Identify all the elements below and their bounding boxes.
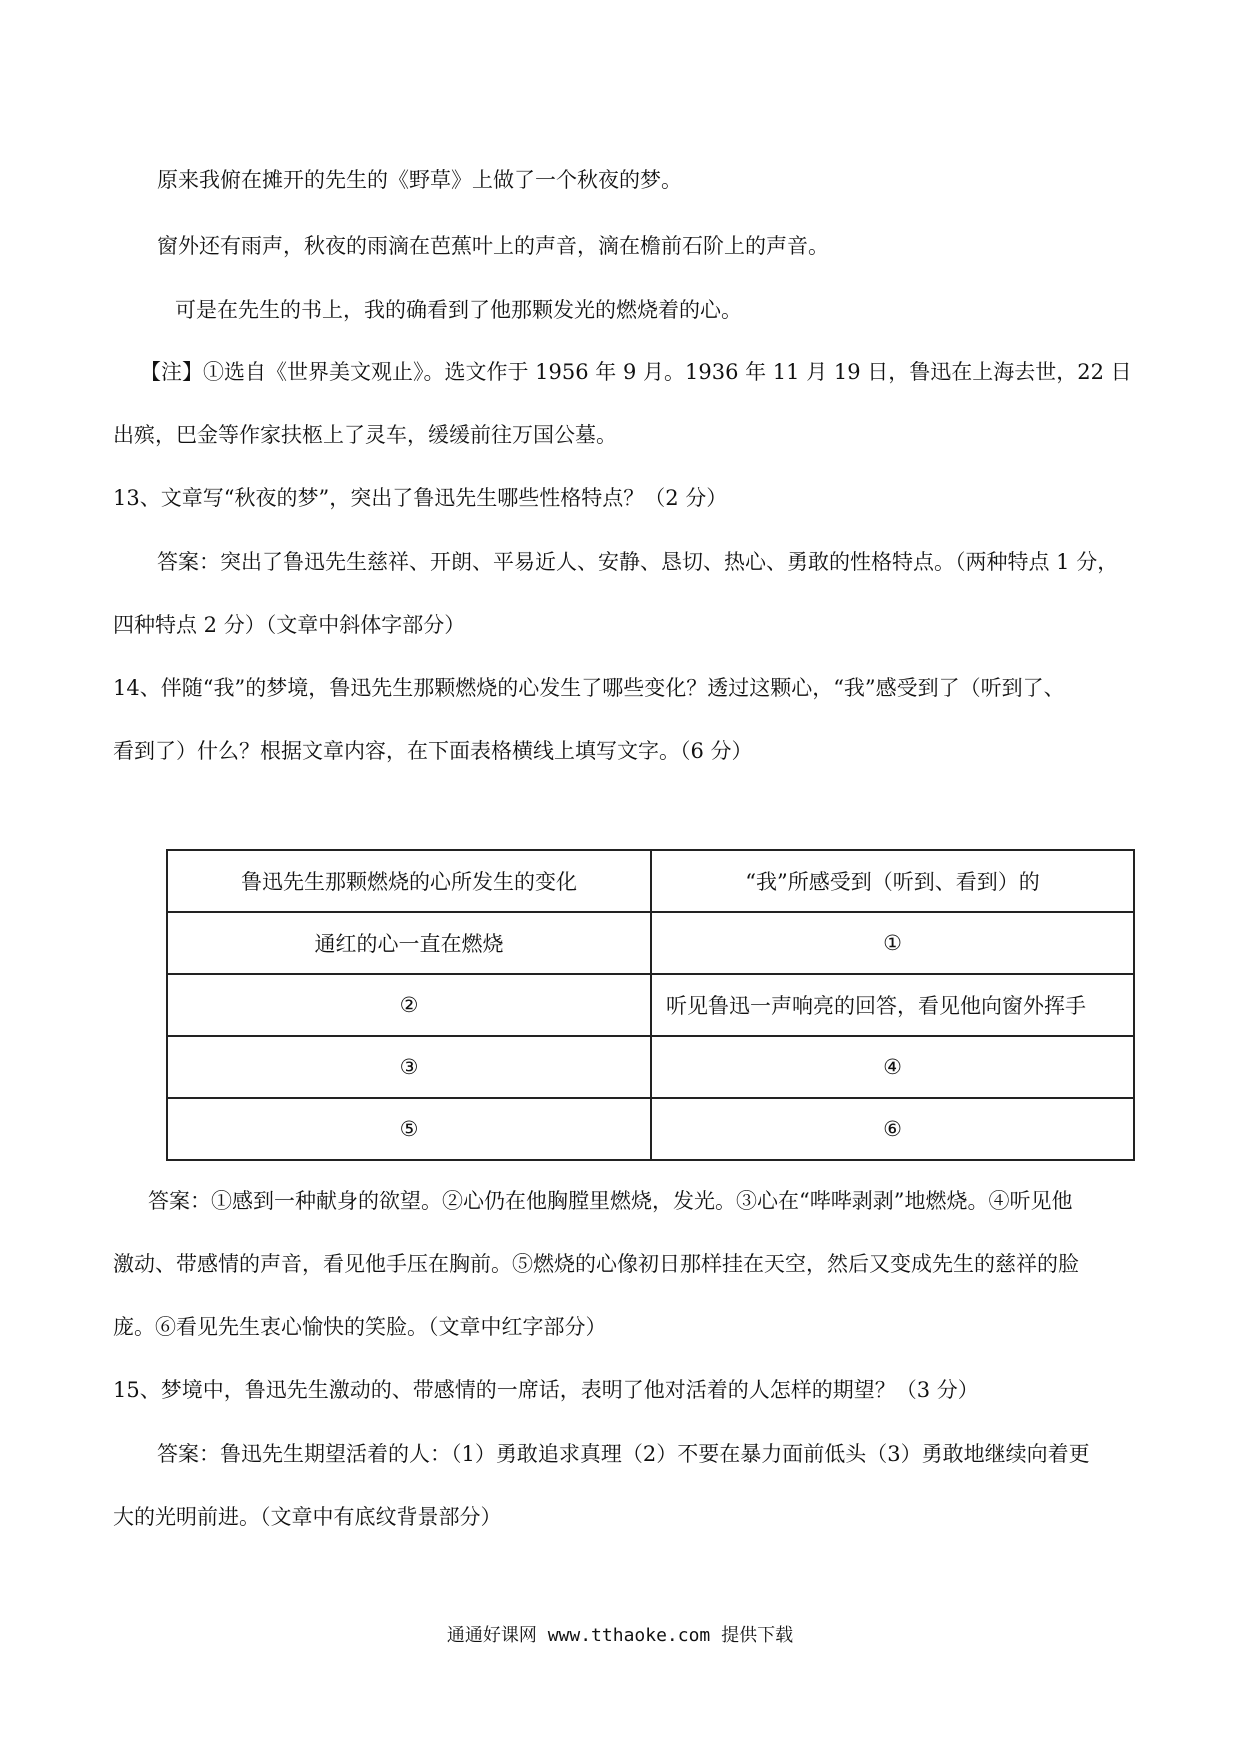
table-cell: ③ xyxy=(167,1036,651,1098)
question-14-line-2: 看到了）什么？根据文章内容，在下面表格横线上填写文字。（6 分） xyxy=(113,739,753,763)
answer-14-line-1: 答案：①感到一种献身的欲望。②心仍在他胸膛里燃烧，发光。③心在“哔哔剥剥”地燃烧。④听见他 xyxy=(148,1189,1073,1213)
table-row xyxy=(167,974,1134,1036)
answer-13-line-2: 四种特点 2 分）（文章中斜体字部分） xyxy=(113,613,466,637)
answer-15-line-1: 答案：鲁迅先生期望活着的人：（1）勇敢追求真理（2）不要在暴力面前低头（3）勇敢地继续向着更 xyxy=(157,1442,1090,1466)
table-cell: ④ xyxy=(651,1036,1134,1098)
table-cell: ② xyxy=(167,974,651,1036)
question-13: 13、文章写“秋夜的梦”，突出了鲁迅先生哪些性格特点？（2 分） xyxy=(113,486,728,510)
table-row xyxy=(167,912,1134,974)
answer-13-line-1: 答案：突出了鲁迅先生慈祥、开朗、平易近人、安静、恳切、热心、勇敢的性格特点。（两种特点 1 分， xyxy=(157,550,1119,574)
table-row xyxy=(167,1036,1134,1098)
question-14-line-1: 14、伴随“我”的梦境，鲁迅先生那颗燃烧的心发生了哪些变化？透过这颗心，“我”感受到了（听到了、 xyxy=(113,676,1065,700)
answer-table xyxy=(166,849,1135,1161)
note-line-1: 【注】①选自《世界美文观止》。选文作于 1956 年 9 月。1936 年 11 月 19 日，鲁迅在上海去世，22 日 xyxy=(140,360,1132,384)
table-header-cell: 鲁迅先生那颗燃烧的心所发生的变化 xyxy=(167,850,651,912)
table-header-row xyxy=(167,850,1134,912)
answer-14-line-3: 庞。⑥看见先生衷心愉快的笑脸。（文章中红字部分） xyxy=(113,1315,607,1339)
table-cell: 听见鲁迅一声响亮的回答，看见他向窗外挥手 xyxy=(651,974,1134,1036)
answer-14-line-2: 激动、带感情的声音，看见他手压在胸前。⑤燃烧的心像初日那样挂在天空，然后又变成先生的慈祥的脸 xyxy=(113,1252,1079,1276)
answer-15-line-2: 大的光明前进。（文章中有底纹背景部分） xyxy=(113,1505,502,1529)
paragraph-dream: 原来我俯在摊开的先生的《野草》上做了一个秋夜的梦。 xyxy=(157,168,682,192)
question-15: 15、梦境中，鲁迅先生激动的、带感情的一席话，表明了他对活着的人怎样的期望？（3 分） xyxy=(113,1378,979,1402)
paragraph-heart: 可是在先生的书上，我的确看到了他那颗发光的燃烧着的心。 xyxy=(175,298,742,322)
note-line-2: 出殡，巴金等作家扶柩上了灵车，缓缓前往万国公墓。 xyxy=(113,423,617,447)
paragraph-rain: 窗外还有雨声，秋夜的雨滴在芭蕉叶上的声音，滴在檐前石阶上的声音。 xyxy=(157,234,829,258)
table-cell: ⑤ xyxy=(167,1098,651,1160)
table-cell: 通红的心一直在燃烧 xyxy=(167,912,651,974)
table-cell: ⑥ xyxy=(651,1098,1134,1160)
table-row xyxy=(167,1098,1134,1160)
table-cell: ① xyxy=(651,912,1134,974)
page-footer: 通通好课网 www.tthaoke.com 提供下载 xyxy=(446,1625,794,1646)
table-header-cell: “我”所感受到（听到、看到）的 xyxy=(651,850,1134,912)
